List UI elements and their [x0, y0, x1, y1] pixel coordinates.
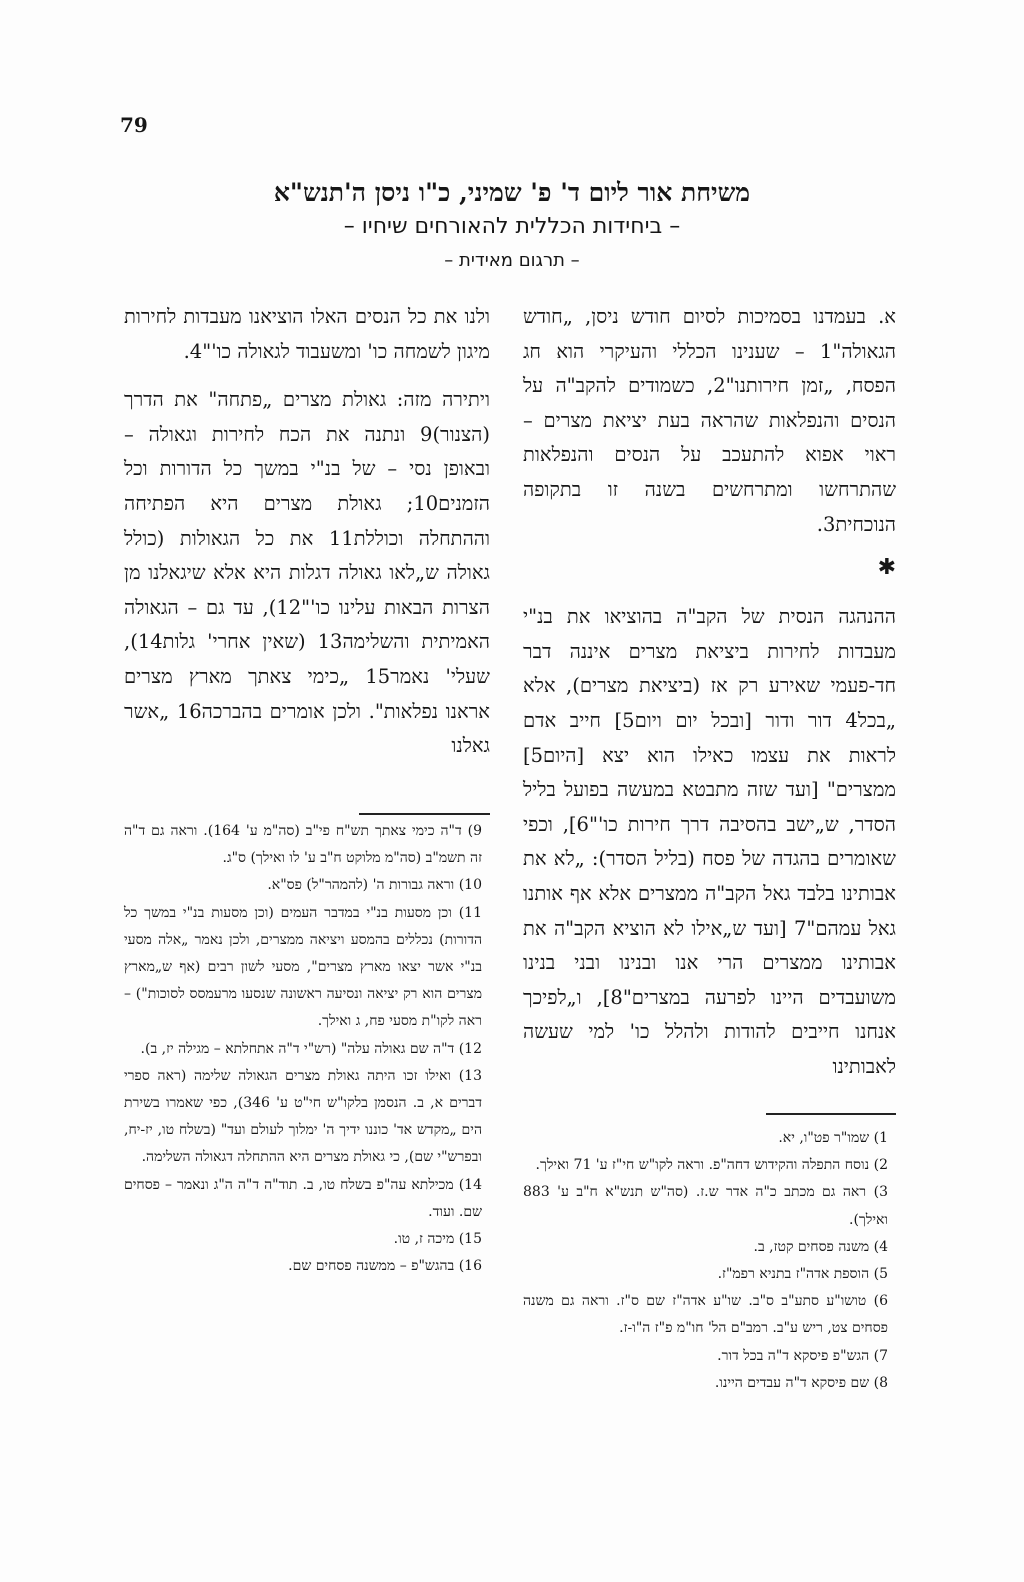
footnote: 5) הוספת אדה"ז בתניא רפמ"ז.: [717, 1266, 888, 1283]
footnote: 1) שמו"ר פט"ו, יא.: [778, 1130, 888, 1146]
paragraph: ויתירה מזה: גאולת מצרים „פתחה" את הדרך (הצנור)9 ונתנה את הכח לחירות וגאולה – ובאופן נסי – של בנ"י במשך כל הדורות וכל הזמנים10; גאולת מצרים היא הפתיחה וההתחלה וכוללת11 את כל הגאולות (כולל גאולה ש„לאו גאולה דגלות היא אלא שיגאלנו מן הצרות הבאות עלינו כו'"12), עד גם – הגאולה האמיתית והשלימה13 (שאין אחרי' גלות14), שעלי' נאמר15 „כימי צאתך מארץ מצרים אראנו נפלאות". ולכן אומרים בהברכה16 „אשר גאלנו: [124, 388, 490, 758]
page-number: 79: [120, 113, 148, 137]
page-title: משיחת אור ליום ד' פ' שמיני, כ"ו ניסן ה'תנש"א: [273, 178, 751, 207]
paragraph: א. בעמדנו בסמיכות לסיום חודש ניסן, „חודש הגאולה"1 – שענינו הכללי והעיקרי הוא חג הפסח, „זמן חירותנו"2, כשמודים להקב"ה על הנסים והנפלאות שהראה בעת יציאת מצרים – ראוי אפוא להתעכב על הנסים והנפלאות שהתרחשו ומתרחשים בשנה זו בתקופה הנוכחית3.: [523, 305, 896, 536]
footnotes-left: [124, 818, 490, 1280]
footnote: 4) משנה פסחים קטז, ב.: [753, 1238, 888, 1255]
section-separator: ✱: [877, 555, 896, 581]
footnote: 12) ד"ה שם גאולה עלה" (רש"י ד"ה אתחלתא – מגילה יז, ב).: [140, 1040, 482, 1057]
footnote: 13) ואילו זכו היתה גאולת מצרים הגאולה שלימה (ראה ספרי דברים א, ב. הנסמן בלקו"ש חי"ט ע' 346), כפי שאמרו בשירת הים „מקדש אד' כוננו ידיך ה' ימלוך לעולם ועד" (בשלח טו, יז-יח, ובפרש"י שם), כי גאולת מצרים היא ההתחלה דגאולה השלימה.: [124, 1067, 482, 1166]
footnote: 15) מיכה ז, טו.: [393, 1231, 482, 1248]
footnote: 11) וכן מסעות בנ"י במדבר העמים (וכן מסעות בנ"י במשך כל הדורות) נכללים בהמסע ויציאה ממצרים, ולכן נאמר „אלה מסעי בנ"י אשר יצאו מארץ מצרים", מסעי לשון רבים (אף ש„מארץ מצרים הוא רק יציאה ונסיעה ראשונה שנסעו מרעמסס לסוכות") – ראה לקו"ת מסעי פח, ג ואילך.: [124, 904, 482, 1030]
footnote: 9) ד"ה כימי צאתך תש"ח פי"ב (סה"מ ע' 164). וראה גם ד"ה זה תשמ"ב (סה"מ מלוקט ח"ב ע' לו ואילך) ס"ג.: [124, 823, 483, 867]
footnote: 16) בהגש"פ – ממשנה פסחים שם.: [288, 1258, 482, 1275]
page-subtitle: – ביחידות הכללית להאורחים שיחיו –: [343, 214, 681, 239]
paragraph: ולנו את כל הנסים האלו הוציאנו מעבדות לחירות מיגון לשמחה כו' ומשעבוד לגאולה כו'"4.: [124, 305, 490, 363]
footnote: 10) וראה גבורות ה' (להמהר"ל) פס"א.: [267, 877, 482, 894]
left-column: [124, 300, 490, 764]
footnotes-right: [523, 1125, 896, 1397]
footnote: 7) הגש"פ פיסקא ד"ה בכל דור.: [717, 1347, 888, 1364]
paragraph: ההנהגה הנסית של הקב"ה בהוציאו את בנ"י מעבדות לחירות ביציאת מצרים איננה דבר חד-פעמי שאירע רק אז (ביציאת מצרים), אלא „בכל4 דור ודור [ובכל יום ויום5] חייב אדם לראות את עצמו כאילו הוא יצא [היום5] ממצרים" [ועד שזה מתבטא במעשה בפועל בליל הסדר, ש„ישב בהסיבה דרך חירות כו'"6], וכפי שאומרים בהגדה של פסח (בליל הסדר): „לא את אבותינו בלבד גאל הקב"ה ממצרים אלא אף אותנו גאל עמהם"7 [ועד ש„אילו לא הוציא הקב"ה את אבותינו ממצרים הרי אנו ובנינו ובני בנינו משועבדים היינו לפרעה במצרים"8], ו„לפיכך אנחנו חייבים להודות ולהלל כו' למי שעשה לאבותינו: [523, 605, 896, 1078]
footnote: 8) שם פיסקא ד"ה עבדים היינו.: [714, 1374, 888, 1391]
right-column: [523, 300, 896, 1084]
footnote-divider: [359, 813, 490, 815]
footnote: 6) טושו"ע סתע"ב ס"ב. שו"ע אדה"ז שם ס"ז. וראה גם משנה פסחים צט, ריש ע"ב. רמב"ם הל' חו"מ פ"ז ה"ו-ז.: [523, 1293, 888, 1337]
footnote-divider: [766, 1113, 896, 1115]
footnote: 3) ראה גם מכתב כ"ה אדר ש.ז. (סה"ש תנש"א ח"ב ע' 883 ואילך).: [523, 1184, 888, 1228]
footnote: 2) נוסח התפלה והקידוש דחה"פ. וראה לקו"ש חי"ז ע' 71 ואילך.: [535, 1157, 888, 1174]
footnote: 14) מכילתא עה"פ בשלח טו, ב. תוד"ה ד"ה ה"ג ונאמר – פסחים שם. ועוד.: [124, 1176, 482, 1220]
translation-note: – תרגום מאידית –: [444, 250, 580, 271]
